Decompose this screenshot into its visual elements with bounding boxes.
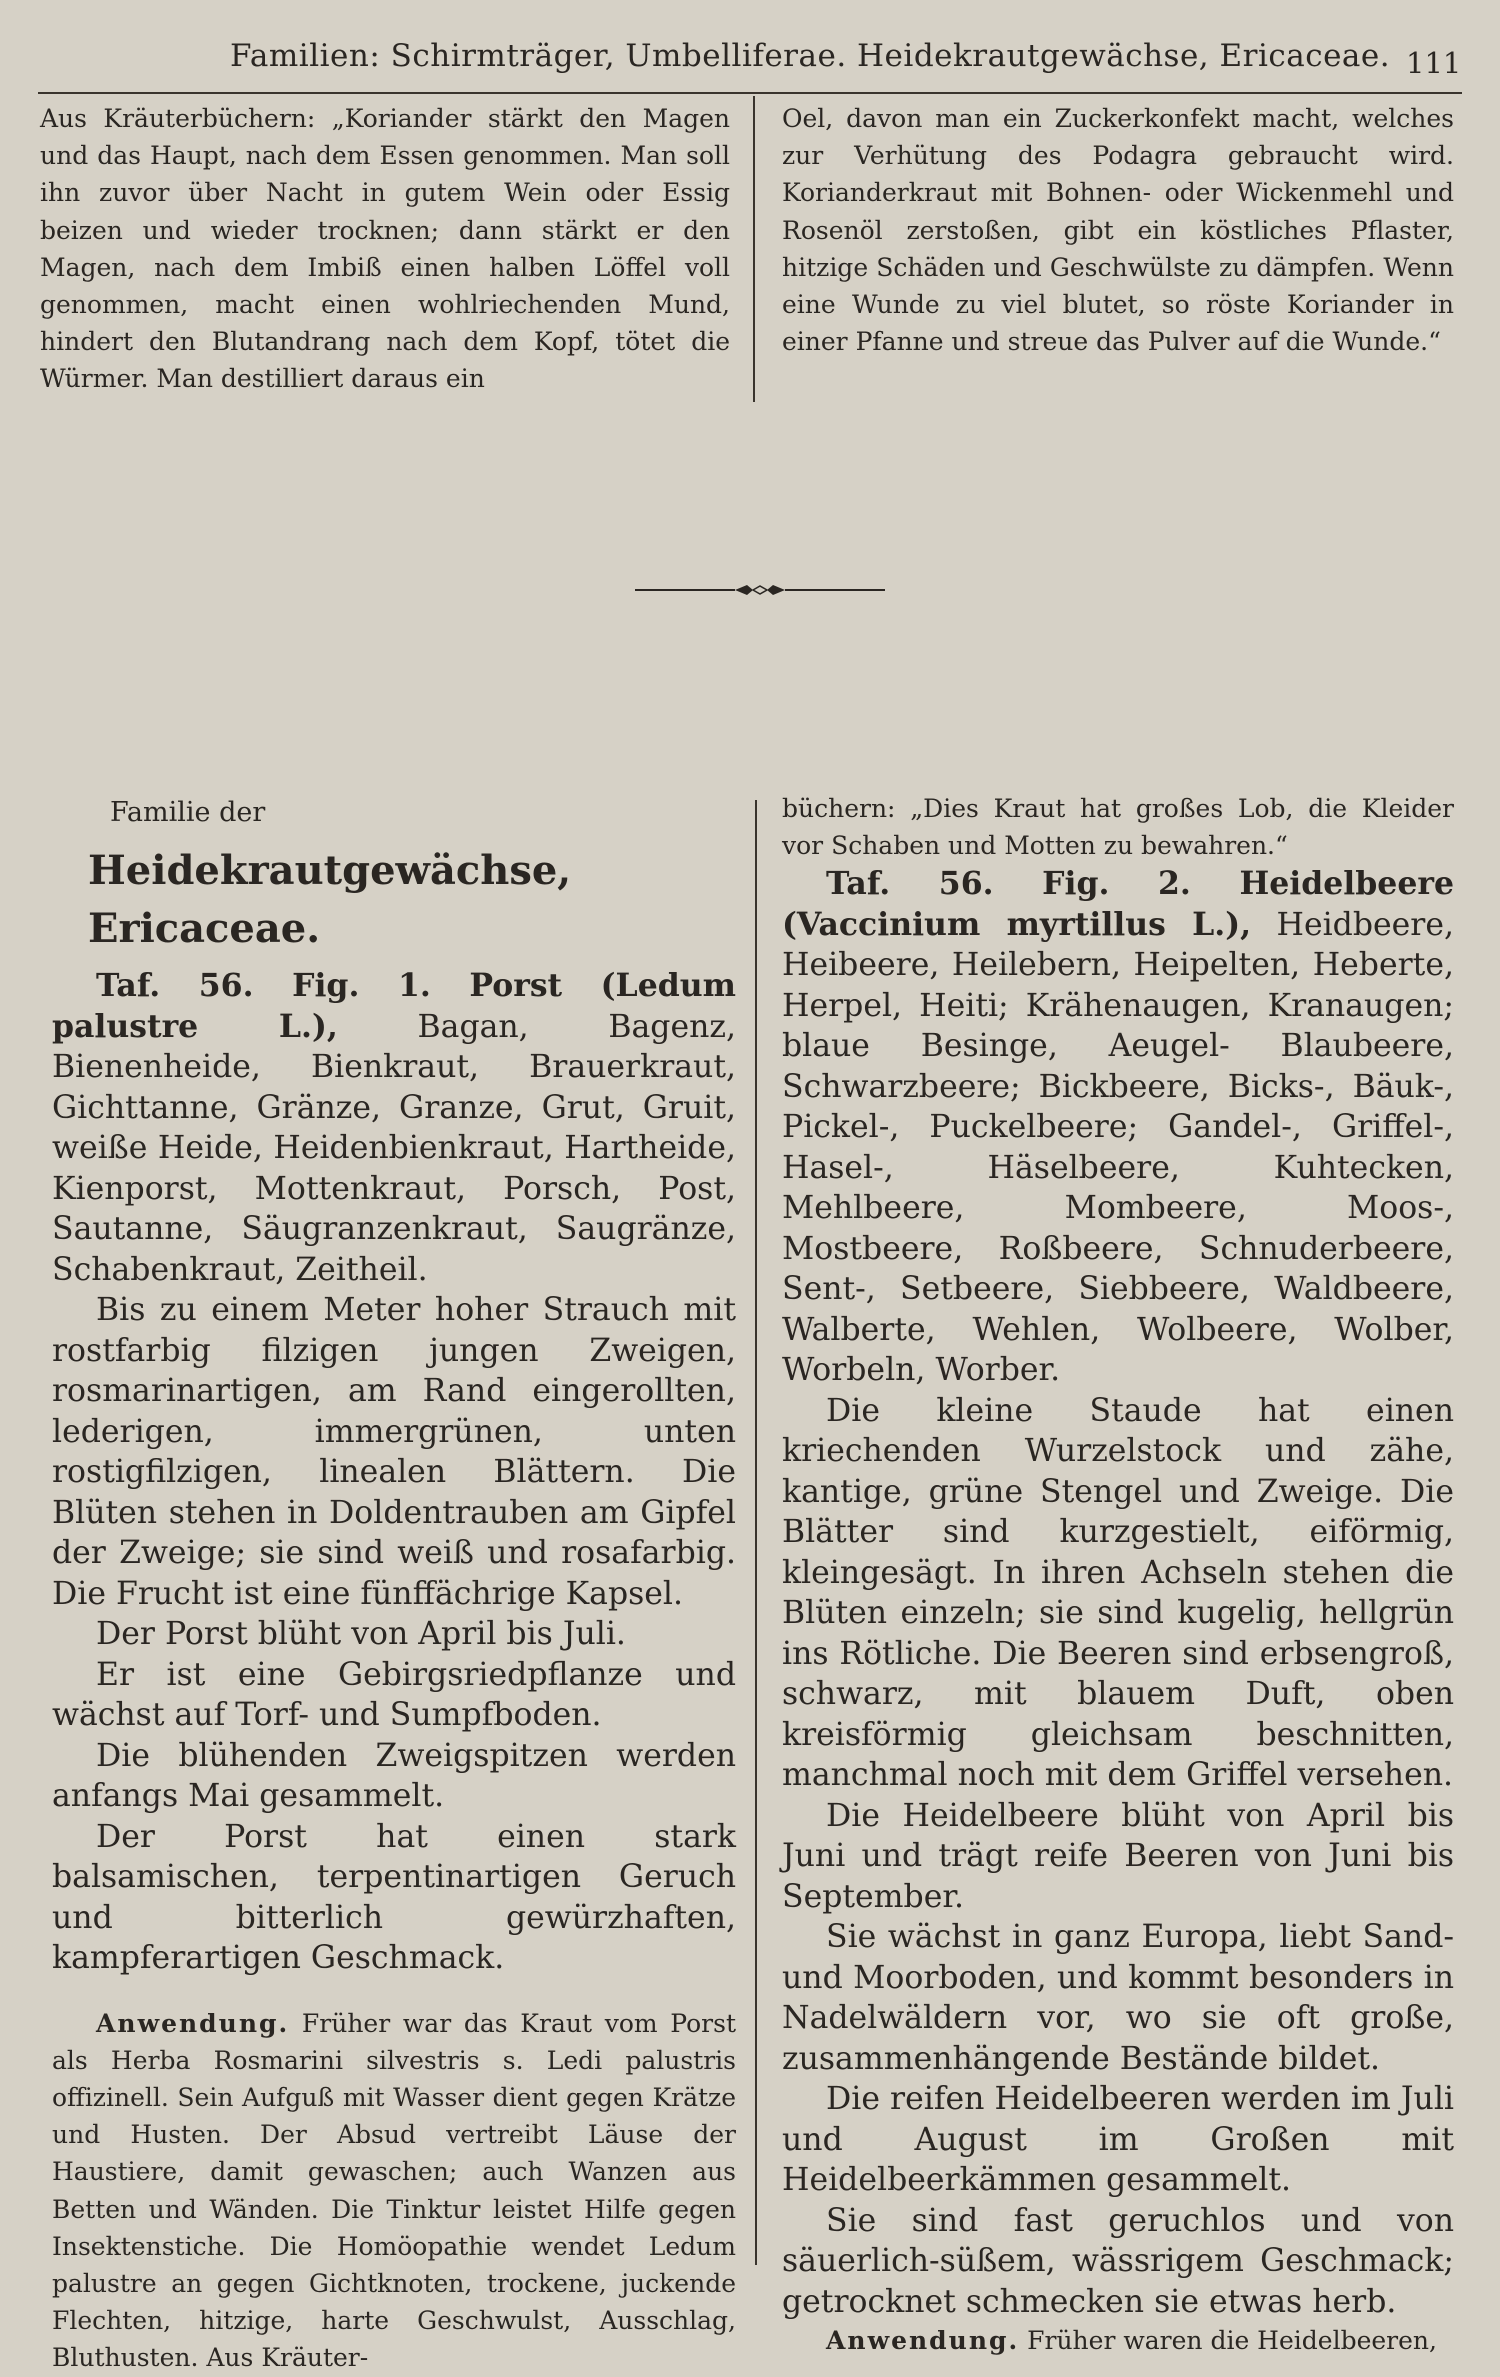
heidelbeere-paragraph: Sie sind fast geruchlos und von säuerlich-süßem, wässrigem Geschmack; getrocknet schmecken sie etwas herb. <box>782 2202 1454 2320</box>
family-label: Familie der <box>110 797 266 828</box>
porst-intro <box>52 966 736 1290</box>
right-continuation <box>782 790 1454 864</box>
column-divider <box>755 800 757 2265</box>
porst-usage <box>52 2005 736 2377</box>
running-head: Familien: Schirmträger, Umbelliferae. Heidekrautgewächse, Ericaceae. <box>230 38 1391 74</box>
heidelbeere-paragraph: Die kleine Staude hat einen kriechenden Wurzelstock und zähe, kantige, grüne Stengel und Zweige. Die Blätter sind kurzgestielt, eiförmig, kleingesägt. In ihren Achseln stehen die Blüten einzeln; sie sind kugelig, hellgrün ins Rötliche. Die Beeren sind erbsengroß, schwarz, mit blauem Duft, oben kreisförmig gleichsam beschnitten, manchmal noch mit dem Griffel versehen. <box>782 1392 1454 1794</box>
coriander-quote-left: Aus Kräuterbüchern: „Koriander stärkt den Magen und das Haupt, nach dem Essen genommen. Man soll ihn zuvor über Nacht in gutem Wein oder Essig beizen und wieder trocknen; dann stärkt er den Magen, nach dem Imbiß einen halben Löffel voll genommen, macht einen wohlriechenden Mund, hindert den Blutandrang nach dem Kopf, tötet die Würmer. Man destilliert daraus ein <box>40 104 730 394</box>
top-left-column <box>40 100 730 398</box>
left-column <box>52 790 736 2377</box>
porst-vernacular-names: Bagan, Bagenz, Bienenheide, Bienkraut, Brauerkraut, Gichttanne, Gränze, Granze, Grut, Gruit, weiße Heide, Heidenbienkraut, Hartheide, Kienporst, Mottenkraut, Porsch, Post, Sautanne, Säugranzenkraut, Saugränze, Schabenkraut, Zeitheil. <box>52 1008 736 1288</box>
coriander-quote-right: Oel, davon man ein Zuckerkonfekt macht, welches zur Verhütung des Podagra gebraucht wird. Korianderkraut mit Bohnen- oder Wickenmehl und Rosenöl zerstoßen, gibt ein köstliches Pflaster, hitzige Schäden und Geschwülste zu dämpfen. Wenn eine Wunde zu viel blutet, so röste Koriander in einer Pfanne und streue das Pulver auf die Wunde.“ <box>782 104 1454 357</box>
heidelbeere-intro <box>782 864 1454 1391</box>
header-rule <box>38 92 1462 94</box>
family-title: Heidekrautgewächse, Ericaceae. <box>88 847 572 952</box>
porst-paragraph: Der Porst blüht von April bis Juli. <box>96 1616 626 1652</box>
heidelbeere-heading: Taf. 56. Fig. 2. Heidelbeere (Vaccinium myrtillus L.), <box>782 865 1454 943</box>
heidelbeere-paragraph: Sie wächst in ganz Europa, liebt Sand- und Moorboden, und kommt besonders in Nadelwäldern vor, wo sie oft große, zusammenhängende Bestände bildet. <box>782 1919 1454 2077</box>
heidelbeere-usage-label: Anwendung. <box>826 2326 1020 2356</box>
heidelbeere-paragraph: Die Heidelbeere blüht von April bis Juni und trägt reife Beeren von Juni bis September. <box>782 1797 1454 1915</box>
top-column-divider <box>753 96 755 402</box>
right-column <box>782 790 1454 2360</box>
heidelbeere-vernacular-names: Heidbeere, Heibeere, Heilebern, Heipelten, Heberte, Herpel, Heiti; Krähenaugen, Kranaugen; blaue Besinge, Aeugel- Blaubeere, Schwarzbeere; Bickbeere, Bicks-, Bäuk-, Pickel-, Puckelbeere; Gandel-, Griffel-, Hasel-, Häselbeere, Kuhtecken, Mehlbeere, Mombeere, Moos-, Mostbeere, Roßbeere, Schnuderbeere, Sent-, Setbeere, Siebbeere, Waldbeere, Walberte, Wehlen, Wolbeere, Wolber, Worbeln, Worber. <box>782 906 1454 1389</box>
heidelbeere-paragraph: Die reifen Heidelbeeren werden im Juli und August im Großen mit Heidelbeerkämmen gesammelt. <box>782 2081 1454 2199</box>
porst-usage-text: Früher war das Kraut vom Porst als Herba Rosmarini silvestris s. Ledi palustris offizinell. Sein Aufguß mit Wasser dient gegen Krätze und Husten. Der Absud vertreibt Läuse der Haustiere, damit gewaschen; auch Wanzen aus Betten und Wänden. Die Tinktur leistet Hilfe gegen Insektenstiche. Die Homöopathie wendet Ledum palustre an gegen Gichtknoten, trockene, juckende Flechten, hitzige, harte Geschwulst, Ausschlag, Bluthusten. Aus Kräuter- <box>52 2008 736 2373</box>
porst-quote-continuation: büchern: „Dies Kraut hat großes Lob, die Kleider vor Schaben und Motten zu bewahren.“ <box>782 794 1454 861</box>
heidelbeere-usage <box>782 2322 1454 2359</box>
porst-paragraph: Der Porst hat einen stark balsamischen, terpentinartigen Geruch und bitterlich gewürzhaften, kampferartigen Geschmack. <box>52 1818 736 1976</box>
porst-heading: Taf. 56. Fig. 1. Porst (Ledum palustre L.), <box>52 967 736 1045</box>
porst-paragraph: Er ist eine Gebirgsriedpflanze und wächst auf Torf- und Sumpfboden. <box>52 1656 736 1733</box>
porst-paragraph: Bis zu einem Meter hoher Strauch mit rostfarbig filzigen jungen Zweigen, rosmarinartigen, am Rand eingerollten, lederigen, immergrünen, unten rostigfilzigen, linealen Blättern. Die Blüten stehen in Doldentrauben am Gipfel der Zweige; sie sind weiß und rosafarbig. Die Frucht ist eine fünffächrige Kapsel. <box>52 1292 736 1612</box>
page-number: 111 <box>1406 46 1462 80</box>
porst-usage-label: Anwendung. <box>96 2008 290 2038</box>
section-ornament <box>635 582 885 598</box>
heidelbeere-usage-text: Früher waren die Heidelbeeren, <box>1027 2326 1437 2356</box>
top-right-column <box>782 100 1454 360</box>
porst-paragraph: Die blühenden Zweigspitzen werden anfangs Mai gesammelt. <box>52 1737 736 1814</box>
porst-entry <box>52 966 736 1979</box>
heidelbeere-entry <box>782 864 1454 2322</box>
